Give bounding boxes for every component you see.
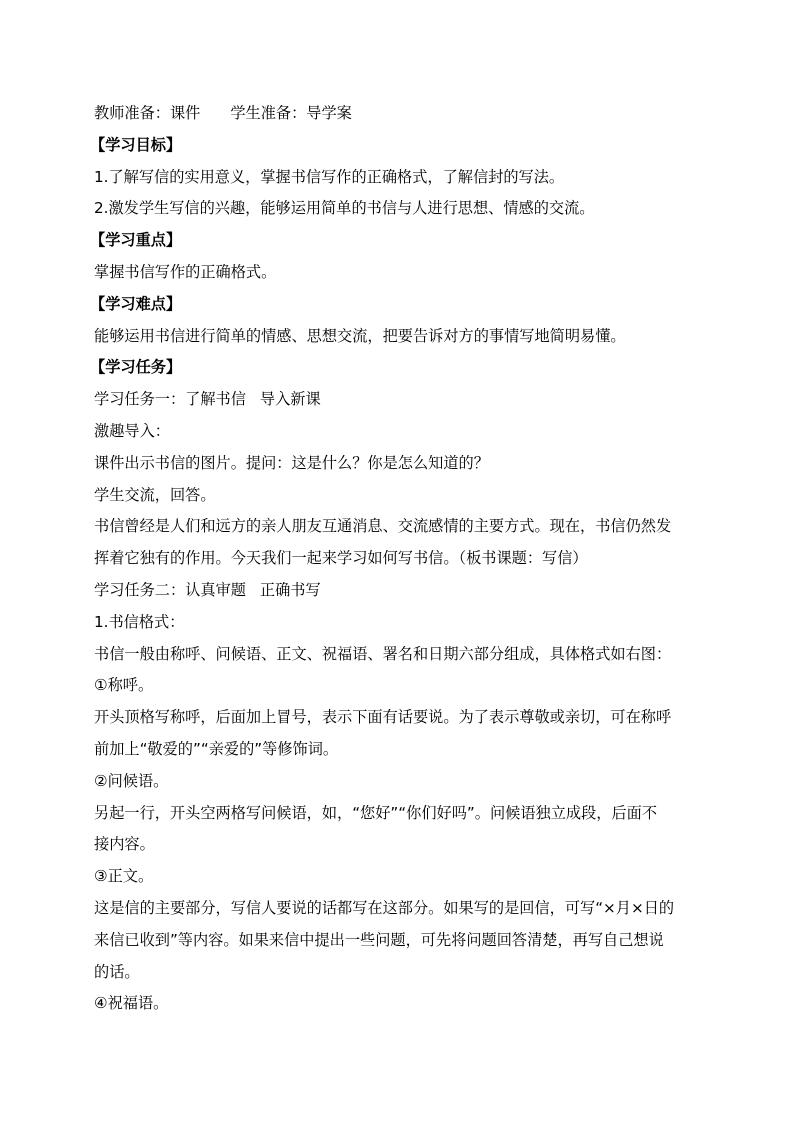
- tasks-heading: 【学习任务】: [90, 358, 182, 377]
- teacher-preparation: 教师准备：课件: [94, 104, 201, 122]
- goal-item-2: 2.激发学生写信的兴趣，能够运用简单的书信与人进行思想、情感的交流。: [94, 199, 595, 218]
- preparation-line: [94, 98, 704, 130]
- format-description: 书信一般由称呼、问候语、正文、祝福语、署名和日期六部分组成，具体格式如右图：: [94, 644, 672, 663]
- student-answer: 学生交流，回答。: [94, 485, 216, 504]
- part-3-line-2: 来信已收到”等内容。如果来信中提出一些问题，可先将问题回答清楚，再写自己想说: [94, 930, 664, 949]
- part-1-line-1: 开头顶格写称呼，后面加上冒号，表示下面有话要说。为了表示尊敬或亲切，可在称呼: [94, 708, 672, 727]
- key-points-heading: 【学习重点】: [90, 231, 182, 250]
- part-4-title: ④祝福语。: [94, 994, 169, 1013]
- task-2-title: [94, 575, 704, 607]
- paragraph-1-line-2: 挥着它独有的作用。今天我们一起来学习如何写书信。（板书课题：写信）: [94, 549, 588, 568]
- part-3-line-1: 这是信的主要部分，写信人要说的话都写在这部分。如果写的是回信，可写“×月×日的: [94, 898, 675, 917]
- task-2-title-part-a: 学习任务二：认真审题: [94, 580, 246, 599]
- part-2-line-1: 另起一行，开头空两格写问候语，如，“您好”“你们好吗”。问候语独立成段，后面不: [94, 803, 658, 822]
- task-1-title: [94, 384, 704, 416]
- part-3-title: ③正文。: [94, 867, 154, 886]
- intro-label: 激趣导入：: [94, 421, 170, 440]
- task-2-title-part-b: 正确书写: [259, 580, 321, 599]
- goals-heading: 【学习目标】: [90, 135, 182, 154]
- task-1-title-part-a: 学习任务一：了解书信: [94, 390, 246, 409]
- lesson-plan-body: [90, 98, 704, 1020]
- task-1-title-part-b: 导入新课: [259, 390, 321, 409]
- part-1-line-2: 前加上“敬爱的”“亲爱的”等修饰词。: [94, 739, 339, 758]
- intro-question: 课件出示书信的图片。提问：这是什么？你是怎么知道的？: [94, 453, 489, 472]
- part-1-title: ①称呼。: [94, 676, 154, 695]
- part-2-title: ②问候语。: [94, 771, 169, 790]
- paragraph-1-line-1: 书信曾经是人们和远方的亲人朋友互通消息、交流感情的主要方式。现在，书信仍然发: [94, 517, 672, 536]
- difficulties-text: 能够运用书信进行简单的情感、思想交流，把要告诉对方的事情写地简明易懂。: [94, 326, 626, 345]
- student-preparation: 学生准备：导学案: [230, 104, 352, 122]
- key-points-text: 掌握书信写作的正确格式。: [94, 262, 277, 281]
- part-3-line-3: 的话。: [94, 962, 140, 981]
- part-2-line-2: 接内容。: [94, 835, 155, 854]
- difficulties-heading: 【学习难点】: [90, 294, 182, 313]
- goal-item-1: 1.了解写信的实用意义，掌握书信写作的正确格式，了解信封的写法。: [94, 167, 565, 186]
- format-label: 1.书信格式：: [94, 612, 185, 631]
